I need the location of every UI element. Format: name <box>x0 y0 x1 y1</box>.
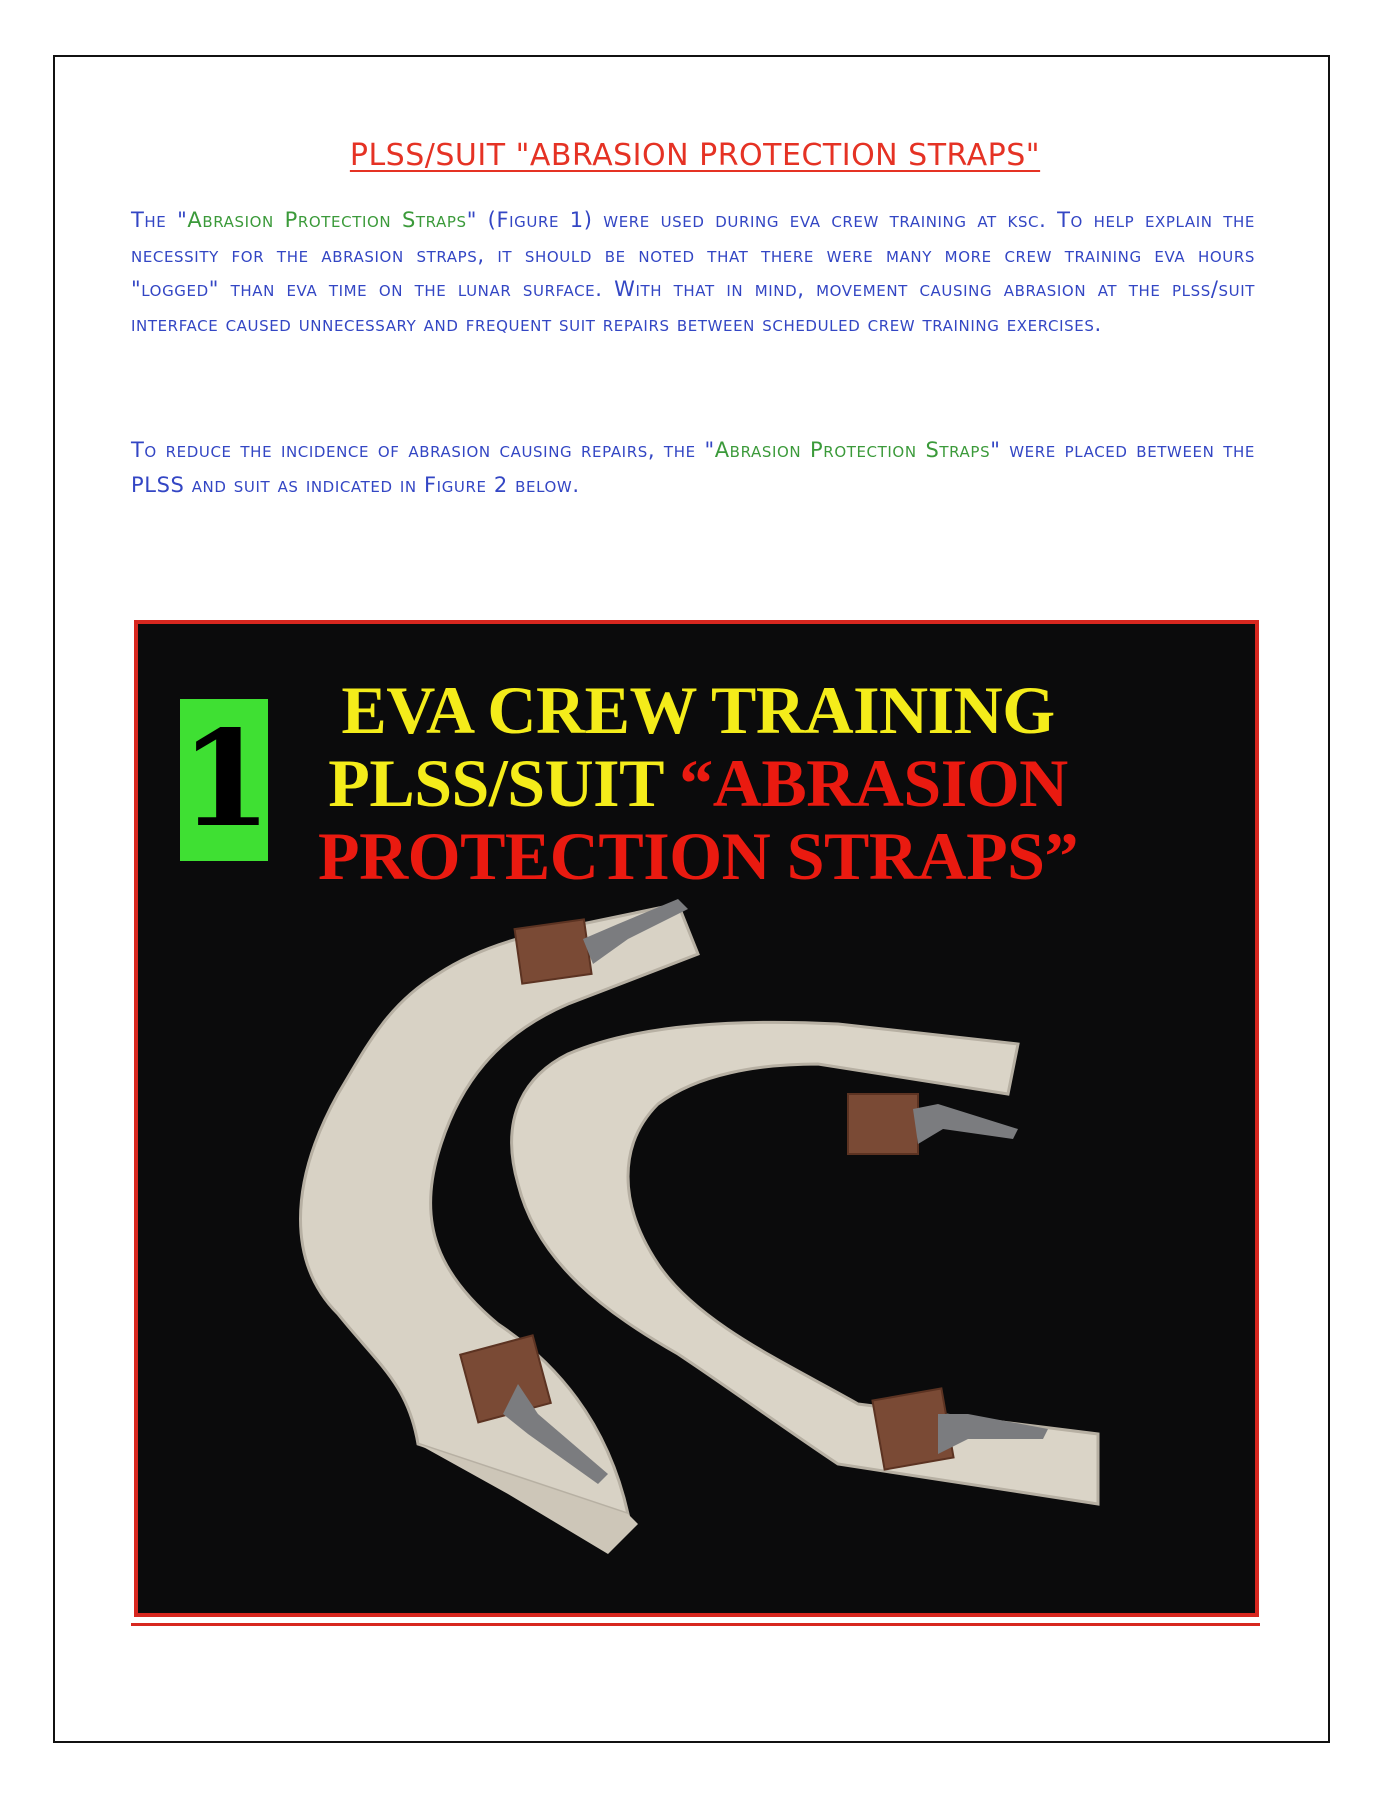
figure-1-photo <box>134 620 1259 1617</box>
right-hook <box>913 1104 1018 1144</box>
figure-heading-line1: EVA CREW TRAINING <box>341 672 1055 748</box>
figure-underline <box>131 1623 1260 1626</box>
para1-highlight: Abrasion Protection Straps <box>187 208 467 232</box>
top-left-tab <box>515 919 592 983</box>
paragraph-intro <box>131 203 1255 341</box>
figure-heading <box>298 674 1098 893</box>
para2-highlight: Abrasion Protection Straps <box>714 438 991 462</box>
figure-number-badge: 1 <box>180 699 268 861</box>
para1-post: " (Figure 1) were used during eva crew training at ksc. To help explain the necessity for the abrasion straps, it should be noted that there were many more crew training eva hours "logged" than eva time on the lunar surface. With that in mind, movement causing abrasion at the plss/suit interface caused unnecessary and frequent suit repairs between scheduled crew training exercises. <box>131 208 1256 336</box>
figure-heading-line2-yellow: PLSS/SUIT <box>328 745 680 821</box>
figure-heading-line2 <box>298 747 1098 820</box>
para1-pre: The " <box>131 208 188 232</box>
figure-heading-line3: PROTECTION STRAPS” <box>318 818 1078 894</box>
figure-heading-line2-red: “ABRASION <box>679 745 1068 821</box>
paragraph-reduce <box>131 433 1255 502</box>
right-middle-tab <box>848 1094 918 1154</box>
left-strap-band <box>301 904 699 1514</box>
page-title: PLSS/SUIT "ABRASION PROTECTION STRAPS" <box>349 138 1041 173</box>
para2-post: " were placed between the PLSS and suit as indicated in Figure 2 below. <box>131 438 1255 497</box>
para2-pre: To reduce the incidence of abrasion causing repairs, the " <box>131 438 715 462</box>
